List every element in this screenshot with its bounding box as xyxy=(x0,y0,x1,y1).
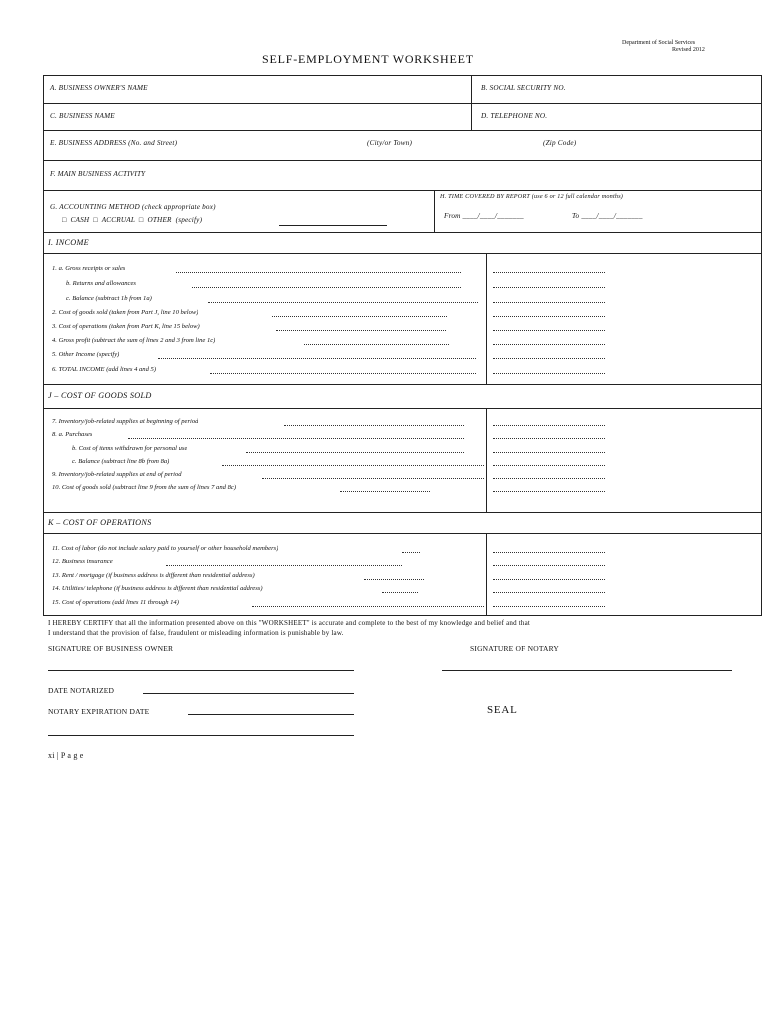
ops-line-15: 15. Cost of operations (add lines 11 through 14) xyxy=(52,599,179,606)
field-accounting-method: G. ACCOUNTING METHOD (check appropriate box) xyxy=(50,203,216,211)
ops-line-13: 13. Rent / mortgage (if business address is different than residential address) xyxy=(52,572,255,579)
income-answer-5[interactable] xyxy=(493,358,605,359)
cogs-line-8b: b. Cost of items withdrawn for personal use xyxy=(72,445,188,452)
cogs-line-7: 7. Inventory/job-related supplies at beginning of period xyxy=(52,418,199,425)
cogs-line-10: 10. Cost of goods sold (subtract line 9 from the sum of lines 7 and 8c) xyxy=(52,484,237,491)
cogs-answer-10[interactable] xyxy=(493,491,605,492)
income-answer-3[interactable] xyxy=(493,330,605,331)
cogs-answer-8a[interactable] xyxy=(493,438,605,439)
ops-line-14: 14. Utilities/ telephone (if business address is different than residential address) xyxy=(52,585,263,592)
form-frame xyxy=(43,75,762,616)
ops-answer-15[interactable] xyxy=(493,606,605,607)
income-answer-1c[interactable] xyxy=(493,302,605,303)
income-answer-2[interactable] xyxy=(493,316,605,317)
section-ops-title: K – COST OF OPERATIONS xyxy=(48,518,152,527)
ops-answer-11[interactable] xyxy=(493,552,605,553)
accounting-options[interactable]: □ CASH □ ACCRUAL □ OTHER (specify) xyxy=(62,216,203,224)
ops-answer-12[interactable] xyxy=(493,565,605,566)
other-specify-line[interactable] xyxy=(279,225,387,226)
owner-signature-label: SIGNATURE OF BUSINESS OWNER xyxy=(48,644,174,653)
ops-line-12: 12. Business insurance xyxy=(52,558,113,565)
field-social-security-no: B. SOCIAL SECURITY NO. xyxy=(481,84,566,92)
cogs-answer-8b[interactable] xyxy=(493,452,605,453)
revision-label: Revised 2012 xyxy=(672,47,705,53)
time-to[interactable]: To ____/____/_______ xyxy=(572,212,643,220)
cogs-answer-9[interactable] xyxy=(493,478,605,479)
cogs-line-9: 9. Inventory/job-related supplies at end of period xyxy=(52,471,182,478)
seal-label: SEAL xyxy=(487,704,518,716)
income-line-6: 6. TOTAL INCOME (add lines 4 and 5) xyxy=(52,366,157,373)
date-notarized-label: DATE NOTARIZED xyxy=(48,686,115,695)
extra-line[interactable] xyxy=(48,735,354,736)
ops-answer-14[interactable] xyxy=(493,592,605,593)
income-line-2: 2. Cost of goods sold (taken from Part J, line 10 below) xyxy=(52,309,199,316)
income-line-5: 5. Other Income (specify) xyxy=(52,351,120,358)
field-time-covered: H. TIME COVERED BY REPORT (use 6 or 12 full calendar months) xyxy=(440,193,624,200)
field-business-address: E. BUSINESS ADDRESS (No. and Street) xyxy=(50,139,178,147)
notary-expiration-line[interactable] xyxy=(188,714,354,715)
cogs-line-8c: c. Balance (subtract line 8b from 8a) xyxy=(72,458,170,465)
ops-line-11: 11. Cost of labor (do not include salary paid to yourself or other household members) xyxy=(52,545,279,552)
section-cogs-title: J – COST OF GOODS SOLD xyxy=(48,391,152,400)
field-zip: (Zip Code) xyxy=(543,139,577,147)
income-answer-1a[interactable] xyxy=(493,272,605,273)
ops-answer-13[interactable] xyxy=(493,579,605,580)
income-line-4: 4. Gross profit (subtract the sum of lines 2 and 3 from line 1c) xyxy=(52,337,216,344)
department-label: Department of Social Services xyxy=(622,40,696,46)
income-line-3: 3. Cost of operations (taken from Part K, line 15 below) xyxy=(52,323,200,330)
field-city: (City/or Town) xyxy=(367,139,413,147)
page-footer: xi | P a g e xyxy=(48,751,84,760)
income-line-1b: b. Returns and allowances xyxy=(66,280,136,287)
cogs-answer-7[interactable] xyxy=(493,425,605,426)
certification-line-2: I understand that the provision of false, fraudulent or misleading information is punishable by law. xyxy=(48,629,344,637)
notary-signature-label: SIGNATURE OF NOTARY xyxy=(470,644,560,653)
notary-expiration-label: NOTARY EXPIRATION DATE xyxy=(48,707,150,716)
income-answer-4[interactable] xyxy=(493,344,605,345)
page-title: SELF-EMPLOYMENT WORKSHEET xyxy=(262,52,474,66)
field-main-business-activity: F. MAIN BUSINESS ACTIVITY xyxy=(50,170,146,178)
cogs-line-8a: 8. a. Purchases xyxy=(52,431,93,438)
income-line-1a: 1. a. Gross receipts or sales xyxy=(52,265,126,272)
income-line-1c: c. Balance (subtract 1b from 1a) xyxy=(66,295,152,302)
notary-signature-line[interactable] xyxy=(442,670,732,671)
section-income-title: I. INCOME xyxy=(48,238,89,247)
field-telephone-no: D. TELEPHONE NO. xyxy=(481,112,548,120)
certification-line-1: I HEREBY CERTIFY that all the information presented above on this "WORKSHEET" is accurate and complete to the best of my knowledge and belief and that xyxy=(48,619,531,627)
owner-signature-line[interactable] xyxy=(48,670,354,671)
income-answer-1b[interactable] xyxy=(493,287,605,288)
income-answer-6[interactable] xyxy=(493,373,605,374)
field-business-name: C. BUSINESS NAME xyxy=(50,112,115,120)
time-from[interactable]: From ____/____/_______ xyxy=(444,212,524,220)
field-business-owner-name: A. BUSINESS OWNER'S NAME xyxy=(50,84,148,92)
date-notarized-line[interactable] xyxy=(143,693,354,694)
cogs-answer-8c[interactable] xyxy=(493,465,605,466)
